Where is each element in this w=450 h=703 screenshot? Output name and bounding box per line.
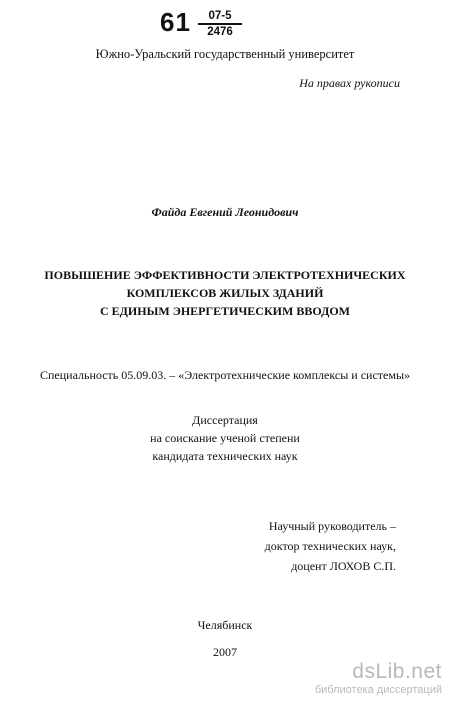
specialty-line: Специальность 05.09.03. – «Электротехнические комплексы и системы» — [39, 368, 411, 382]
year: 2007 — [213, 645, 237, 659]
dissertation-title — [0, 266, 450, 320]
catalog-fraction — [198, 10, 242, 38]
catalog-number: 61 — [160, 7, 191, 37]
catalog-fraction-bottom: 2476 — [207, 25, 233, 38]
catalog-fraction-line — [198, 23, 242, 25]
city: Челябинск — [197, 618, 253, 632]
author-name: Файда Евгений Леонидович — [151, 205, 299, 219]
manuscript-rights-note: На правах рукописи — [299, 76, 400, 90]
title-line: ПОВЫШЕНИЕ ЭФФЕКТИВНОСТИ ЭЛЕКТРОТЕХНИЧЕСКИХ — [44, 268, 406, 282]
degree-statement — [0, 411, 450, 465]
degree-line: кандидата технических наук — [152, 449, 298, 463]
degree-line: Диссертация — [192, 413, 258, 427]
degree-line: на соискание ученой степени — [150, 431, 300, 445]
watermark-logo: dsLib.net — [352, 660, 442, 683]
supervisor-block — [265, 516, 396, 576]
catalog-fraction-top: 07-5 — [208, 10, 232, 22]
university-name: Южно-Уральский государственный университет — [95, 47, 355, 61]
watermark-subtitle: библиотека диссертаций — [314, 684, 442, 696]
supervisor-line: Научный руководитель – — [268, 519, 396, 533]
watermark — [315, 660, 442, 697]
title-line: С ЕДИНЫМ ЭНЕРГЕТИЧЕСКИМ ВВОДОМ — [100, 304, 350, 318]
supervisor-line: доцент ЛОХОВ С.П. — [291, 559, 396, 573]
title-line: КОМПЛЕКСОВ ЖИЛЫХ ЗДАНИЙ — [126, 286, 324, 300]
supervisor-line: доктор технических наук, — [264, 539, 396, 553]
